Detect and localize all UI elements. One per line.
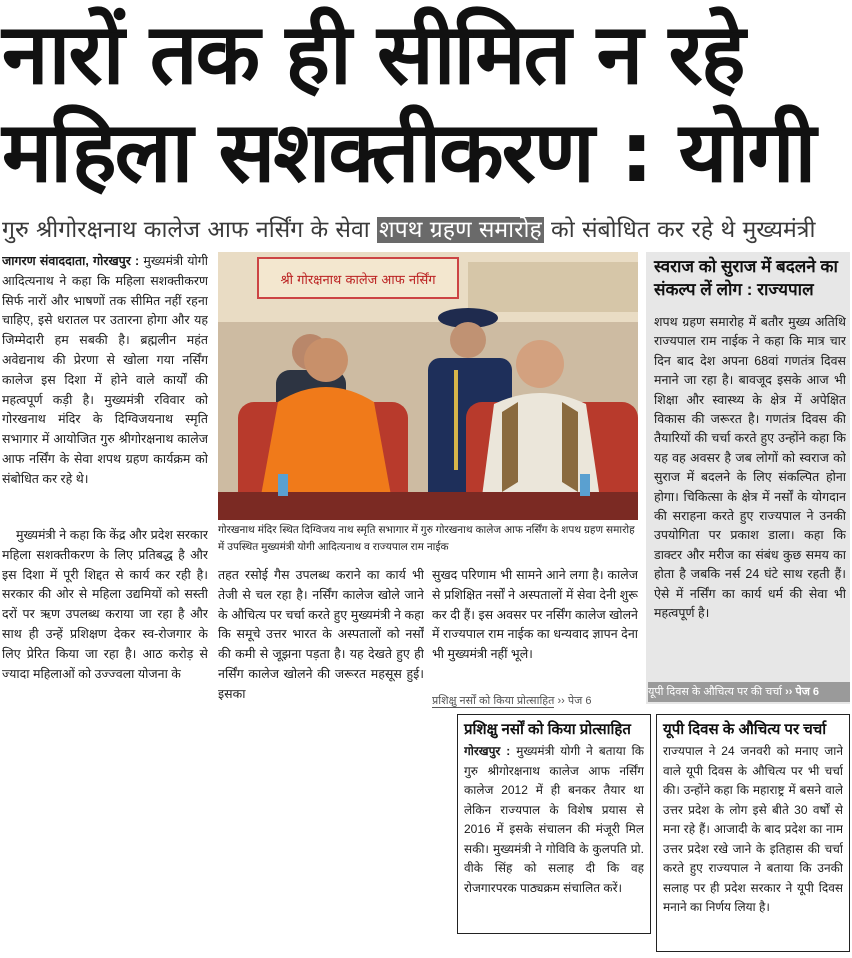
news-photo-illustration — [218, 252, 638, 520]
subheadline-after: को संबोधित कर रहे थे मुख्यमंत्री — [543, 217, 816, 243]
photo-banner-text: श्री गोरक्षनाथ कालेज आफ नर्सिंग — [280, 273, 436, 288]
headline-line-1: नारों तक ही सीमित न रहे — [2, 5, 744, 103]
photo-caption: गोरखनाथ मंदिर स्थित दिग्विजय नाथ स्मृति सभागार में गुरु गोरखनाथ कालेज आफ नर्सिंग के शपथ ग्रहण समारोह में उपस्थित मुख्यमंत्री योगी आदित्यनाथ व राज्यपाल राम नाईक — [218, 524, 635, 553]
subheadline-highlight: शपथ ग्रहण समारोह — [379, 217, 542, 243]
article-dateline: जागरण संवाददाता, गोरखपुर : — [2, 254, 140, 268]
sidebar-page-reference[interactable] — [648, 682, 850, 702]
sidebar-footer-page: ›› पेज 6 — [782, 686, 820, 698]
box-up-day-title: यूपी दिवस के औचित्य पर चर्चा — [663, 721, 827, 738]
box-up-day-body: राज्यपाल ने 24 जनवरी को मनाए जाने वाले यूपी दिवस के औचित्य पर भी चर्चा की। उन्होंने कहा कि महाराष्ट्र में बसने वाले उत्तर प्रदेश के लोग इसे बीते 30 वर्षों से मना रहे हैं। आजादी के बाद प्रदेश का नाम उत्तर प्रदेश रखे जाने के इतिहास की चर्चा करते हुए राज्यपाल ने बताया कि उनकी सलाह पर ही प्रदेश सरकार ने यूपी दिवस मनाने का निर्णय लिया है। — [663, 744, 843, 914]
box-trainee-nurses — [457, 714, 651, 934]
article-paragraph-2: मुख्यमंत्री ने कहा कि केंद्र और प्रदेश सरकार महिला सशक्तीकरण के लिए प्रतिबद्ध है और इस दिशा में पूरी शिद्दत से कार्य कर रही है। सरकार की ओर से महिला उद्यमियों को सस्ती दरों पर ऋण उपलब्ध कराया जा रहा है और साथ ही उन्हें प्रशिक्षण देकर स्व-रोजगार के लिए प्रेरित किया जा रहा है। आठ करोड़ से ज्यादा महिलाओं को उज्ज्वला योजना के — [2, 528, 208, 681]
news-photo — [218, 252, 638, 520]
page-reference-nurses-page: ›› पेज 6 — [554, 695, 592, 707]
article-column-2: तहत रसोई गैस उपलब्ध कराने का कार्य भी तेजी से चल रहा है। नर्सिंग कालेज खोले जाने के औचित्य पर चर्चा करते हुए मुख्यमंत्री ने कहा कि समूचे उत्तर भारत के अस्पतालों को नर्सों की कमी से जूझना पड़ता है। यह देखते हुए ही नर्सिंग कालेज खोलने की जरूरत महसूस हुई। इसका — [218, 568, 424, 701]
sidebar-title: स्वराज को सुराज में बदलने का संकल्प लें लोग : राज्यपाल — [654, 257, 838, 299]
box-trainee-nurses-dateline: गोरखपुर : — [464, 744, 511, 758]
box-trainee-nurses-body — [464, 742, 644, 926]
article-paragraph-1-text: मुख्यमंत्री योगी आदित्यनाथ ने कहा कि महिला सशक्तीकरण सिर्फ नारों और भाषणों तक सीमित नहीं रहना चाहिए, इसे धरातल पर उतारना होगा और यह जिम्मेदारी हम सबकी है। ब्रह्मलीन महंत अवेद्यनाथ की प्रेरणा से खोला गया नर्सिंग कालेज इस दिशा में होने वाले कार्यों की महत्वपूर्ण कड़ी है। मुख्यमंत्री रविवार को गोरखनाथ मंदिर के दिग्विजयनाथ स्मृति सभागार में आयोजित गुरु श्रीगोरक्षनाथ कालेज आफ नर्सिंग के सेवा शपथ ग्रहण कार्यक्रम को संबोधित कर रहे थे। — [2, 254, 208, 486]
sidebar-footer-label: यूपी दिवस के औचित्य पर की चर्चा — [648, 686, 783, 698]
subheadline — [2, 212, 850, 248]
box-trainee-nurses-title: प्रशिक्षु नर्सों को किया प्रोत्साहित — [464, 721, 631, 738]
page-reference-nurses[interactable] — [432, 692, 638, 710]
subheadline-before: गुरु श्रीगोरक्षनाथ कालेज आफ नर्सिंग के सेवा — [2, 217, 378, 243]
article-paragraph-1 — [2, 252, 208, 520]
sidebar-body: शपथ ग्रहण समारोह में बतौर मुख्य अतिथि राज्यपाल राम नाईक ने कहा कि मात्र चार दिन बाद देश अपना 68वां गणतंत्र दिवस मनाने जा रहा है। बावजूद इसके आज भी शिक्षा और स्वास्थ्य के क्षेत्र में अपेक्षित विकास की जरूरत है। गणतंत्र दिवस की तैयारियों की चर्चा करते हुए उन्होंने कहा कि यह वह अवसर है जब लोगों को स्वराज को सुराज में बदलने के लिए संकल्पित होना होगा। चिकित्सा के क्षेत्र में नर्सों के योगदान की सराहना करते हुए राज्यपाल ने उनकी उपयोगिता पर प्रकाश डाला। कहा कि डाक्टर और मरीज का संबंध कुछ समय का होता है जबकि नर्स 24 घंटे साथ रहती हैं। ऐसे में नर्सिंग का कार्य धर्म की सेवा भी महत्वपूर्ण है। — [654, 315, 846, 621]
article-column-3: सुखद परिणाम भी सामने आने लगा है। कालेज से प्रशिक्षित नर्सों ने अस्पतालों में सेवा देनी शुरू कर दी हैं। इस अवसर पर नर्सिंग कालेज खोलने में राज्यपाल राम नाईक का धन्यवाद ज्ञापन देना भी मुख्यमंत्री नहीं भूले। — [432, 568, 638, 662]
box-trainee-nurses-text: मुख्यमंत्री योगी ने बताया कि गुरु श्रीगोरक्षनाथ कालेज आफ नर्सिंग कालेज 2012 में ही बनकर तैयार था लेकिन राज्यपाल के विशेष प्रयास से 2016 में इसके संचालन की मंजूरी मिल सकी। मुख्यमंत्री ने गोविवि के कुलपति प्रो. वीके सिंह को सलाह दी कि वह रोजगारपरक पाठ्यक्रम संचालित करें। — [464, 744, 644, 895]
page-reference-nurses-label: प्रशिक्षु नर्सों को किया प्रोत्साहित — [432, 695, 555, 707]
box-up-day — [656, 714, 850, 952]
headline-line-2: महिला सशक्तीकरण : योगी — [2, 103, 815, 201]
